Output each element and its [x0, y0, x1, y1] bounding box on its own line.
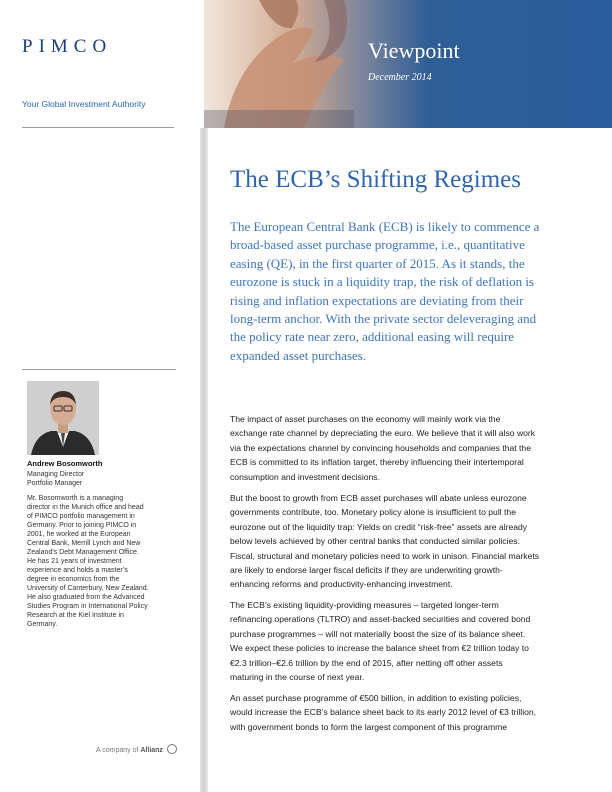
body-line: Fiscal, structural and monetary policies need to work in unison. Financial markets — [230, 550, 540, 561]
bio-line: 2001, he worked at the European — [27, 531, 131, 538]
article-title: The ECB’s Shifting Regimes — [230, 166, 521, 193]
bio-line: degree in economics from the — [27, 576, 120, 583]
body-line: would increase the ECB’s balance sheet back to its early 2012 level of €3 trillion, — [230, 707, 537, 718]
allianz-logo-icon — [167, 744, 177, 754]
body-line: enhancing reforms and productivity-enhancing investment. — [230, 579, 453, 590]
section-label: Viewpoint — [368, 38, 460, 63]
allianz-brand: Allianz — [140, 747, 163, 754]
bio-line: director in the Munich office and head — [27, 504, 144, 511]
body-line: eurozone out of the liquidity trap: Yields on credit “risk-free” assets are already — [230, 521, 528, 532]
tagline: Your Global Investment Authority — [22, 99, 146, 109]
body-line: refinancing operations (TLTRO) and asset-backed securities and covered bond — [230, 614, 531, 625]
body-line: maturing in the course of next year. — [230, 672, 365, 683]
author-name: Andrew Bosomworth — [27, 459, 103, 468]
body-line: But the boost to growth from ECB asset purchases will abate unless eurozone — [230, 493, 527, 503]
body-line: exchange rate channel by depreciating the euro. We believe that it will also work — [230, 428, 536, 439]
author-title: Portfolio Manager — [27, 480, 83, 487]
lede-line: long-term anchor. With the private sector deleveraging and — [230, 311, 537, 327]
column-divider — [200, 128, 208, 792]
bio-line: Germany. — [27, 621, 58, 628]
body-paragraph — [230, 491, 582, 592]
author-portrait — [27, 381, 99, 455]
bio-line: Central Bank, Merrill Lynch and New — [27, 540, 141, 547]
body-paragraph — [230, 598, 582, 684]
bio-line: He also graduated from the Advanced — [27, 594, 145, 601]
allianz-footer — [96, 744, 177, 754]
body-line: with government bonds to form the largest component of this programme — [230, 721, 508, 732]
lede-line: easing (QE), in the first quarter of 2015. As it stands, the — [230, 255, 525, 271]
body-line: An asset purchase programme of €500 billion, in addition to existing policies, — [230, 693, 522, 703]
author-titles — [27, 470, 84, 488]
body-paragraph — [230, 691, 582, 734]
body-line: We expect these policies to increase the balance sheet from €2 trillion today to — [230, 643, 529, 654]
body-line: €2.3 trillion–€2.6 trillion by the end of 2015, after netting off other assets — [230, 657, 503, 668]
lede-line: expanded asset purchases. — [230, 347, 367, 363]
body-line: ECB is committed to its inflation target, thereby influencing their intertemporal — [230, 457, 524, 468]
lede-line: eurozone is stuck in a liquidity trap, the risk of deflation is — [230, 274, 534, 290]
lede-line: broad-based asset purchase programme, i.e., quantitative — [230, 237, 525, 253]
sidebar-divider-top — [22, 127, 174, 128]
lede-line: the policy rate near zero, additional easing will require — [230, 329, 515, 345]
hero-banner — [204, 0, 612, 128]
publication-date: December 2014 — [368, 72, 432, 83]
lede-line: rising and inflation expectations are deviating from their — [230, 292, 524, 308]
sidebar-divider-mid — [22, 369, 176, 370]
bio-line: experience and holds a master’s — [27, 567, 128, 574]
article-lede — [230, 218, 580, 365]
body-line: below levels achieved by other central banks that conducted similar policies. — [230, 536, 520, 547]
body-line: via the expectations channel by convincing households and companies that the — [230, 442, 531, 453]
bio-line: Mr. Bosomworth is a managing — [27, 495, 124, 502]
body-line: are likely to endorse larger fiscal deficits if they are underwriting growth- — [230, 565, 503, 576]
bio-line: Studies Program in International Policy — [27, 603, 148, 610]
body-line: The ECB’s existing liquidity-providing measures – targeted longer-term — [230, 600, 499, 610]
body-line: purchase programmes – will not materially boost the size of its balance sheet. — [230, 628, 526, 639]
body-line: consumption and investment decisions. — [230, 471, 380, 482]
lede-line: The European Central Bank (ECB) is likely to commence a — [230, 219, 540, 234]
bio-line: He has 21 years of investment — [27, 558, 122, 565]
author-title: Managing Director — [27, 471, 85, 478]
bio-line: Germany. Prior to joining PIMCO in — [27, 522, 137, 529]
hands-photo — [204, 0, 612, 128]
bio-line: Research at the Kiel Institute in — [27, 612, 124, 619]
pimco-logo: PIMCO — [22, 36, 113, 57]
bio-line: University of Canterbury, New Zealand. — [27, 585, 149, 592]
body-line: The impact of asset purchases on the economy will mainly work via the — [230, 414, 501, 424]
sidebar — [0, 0, 204, 792]
bio-line: of PIMCO portfolio management in — [27, 513, 135, 520]
author-bio — [27, 494, 195, 629]
body-paragraph — [230, 412, 582, 484]
footer-prefix: A company of — [96, 747, 139, 754]
body-line: governments contribute, too. Monetary policy alone is insufficient to pull the — [230, 507, 516, 518]
bio-line: Zealand’s Debt Management Office. — [27, 549, 139, 556]
